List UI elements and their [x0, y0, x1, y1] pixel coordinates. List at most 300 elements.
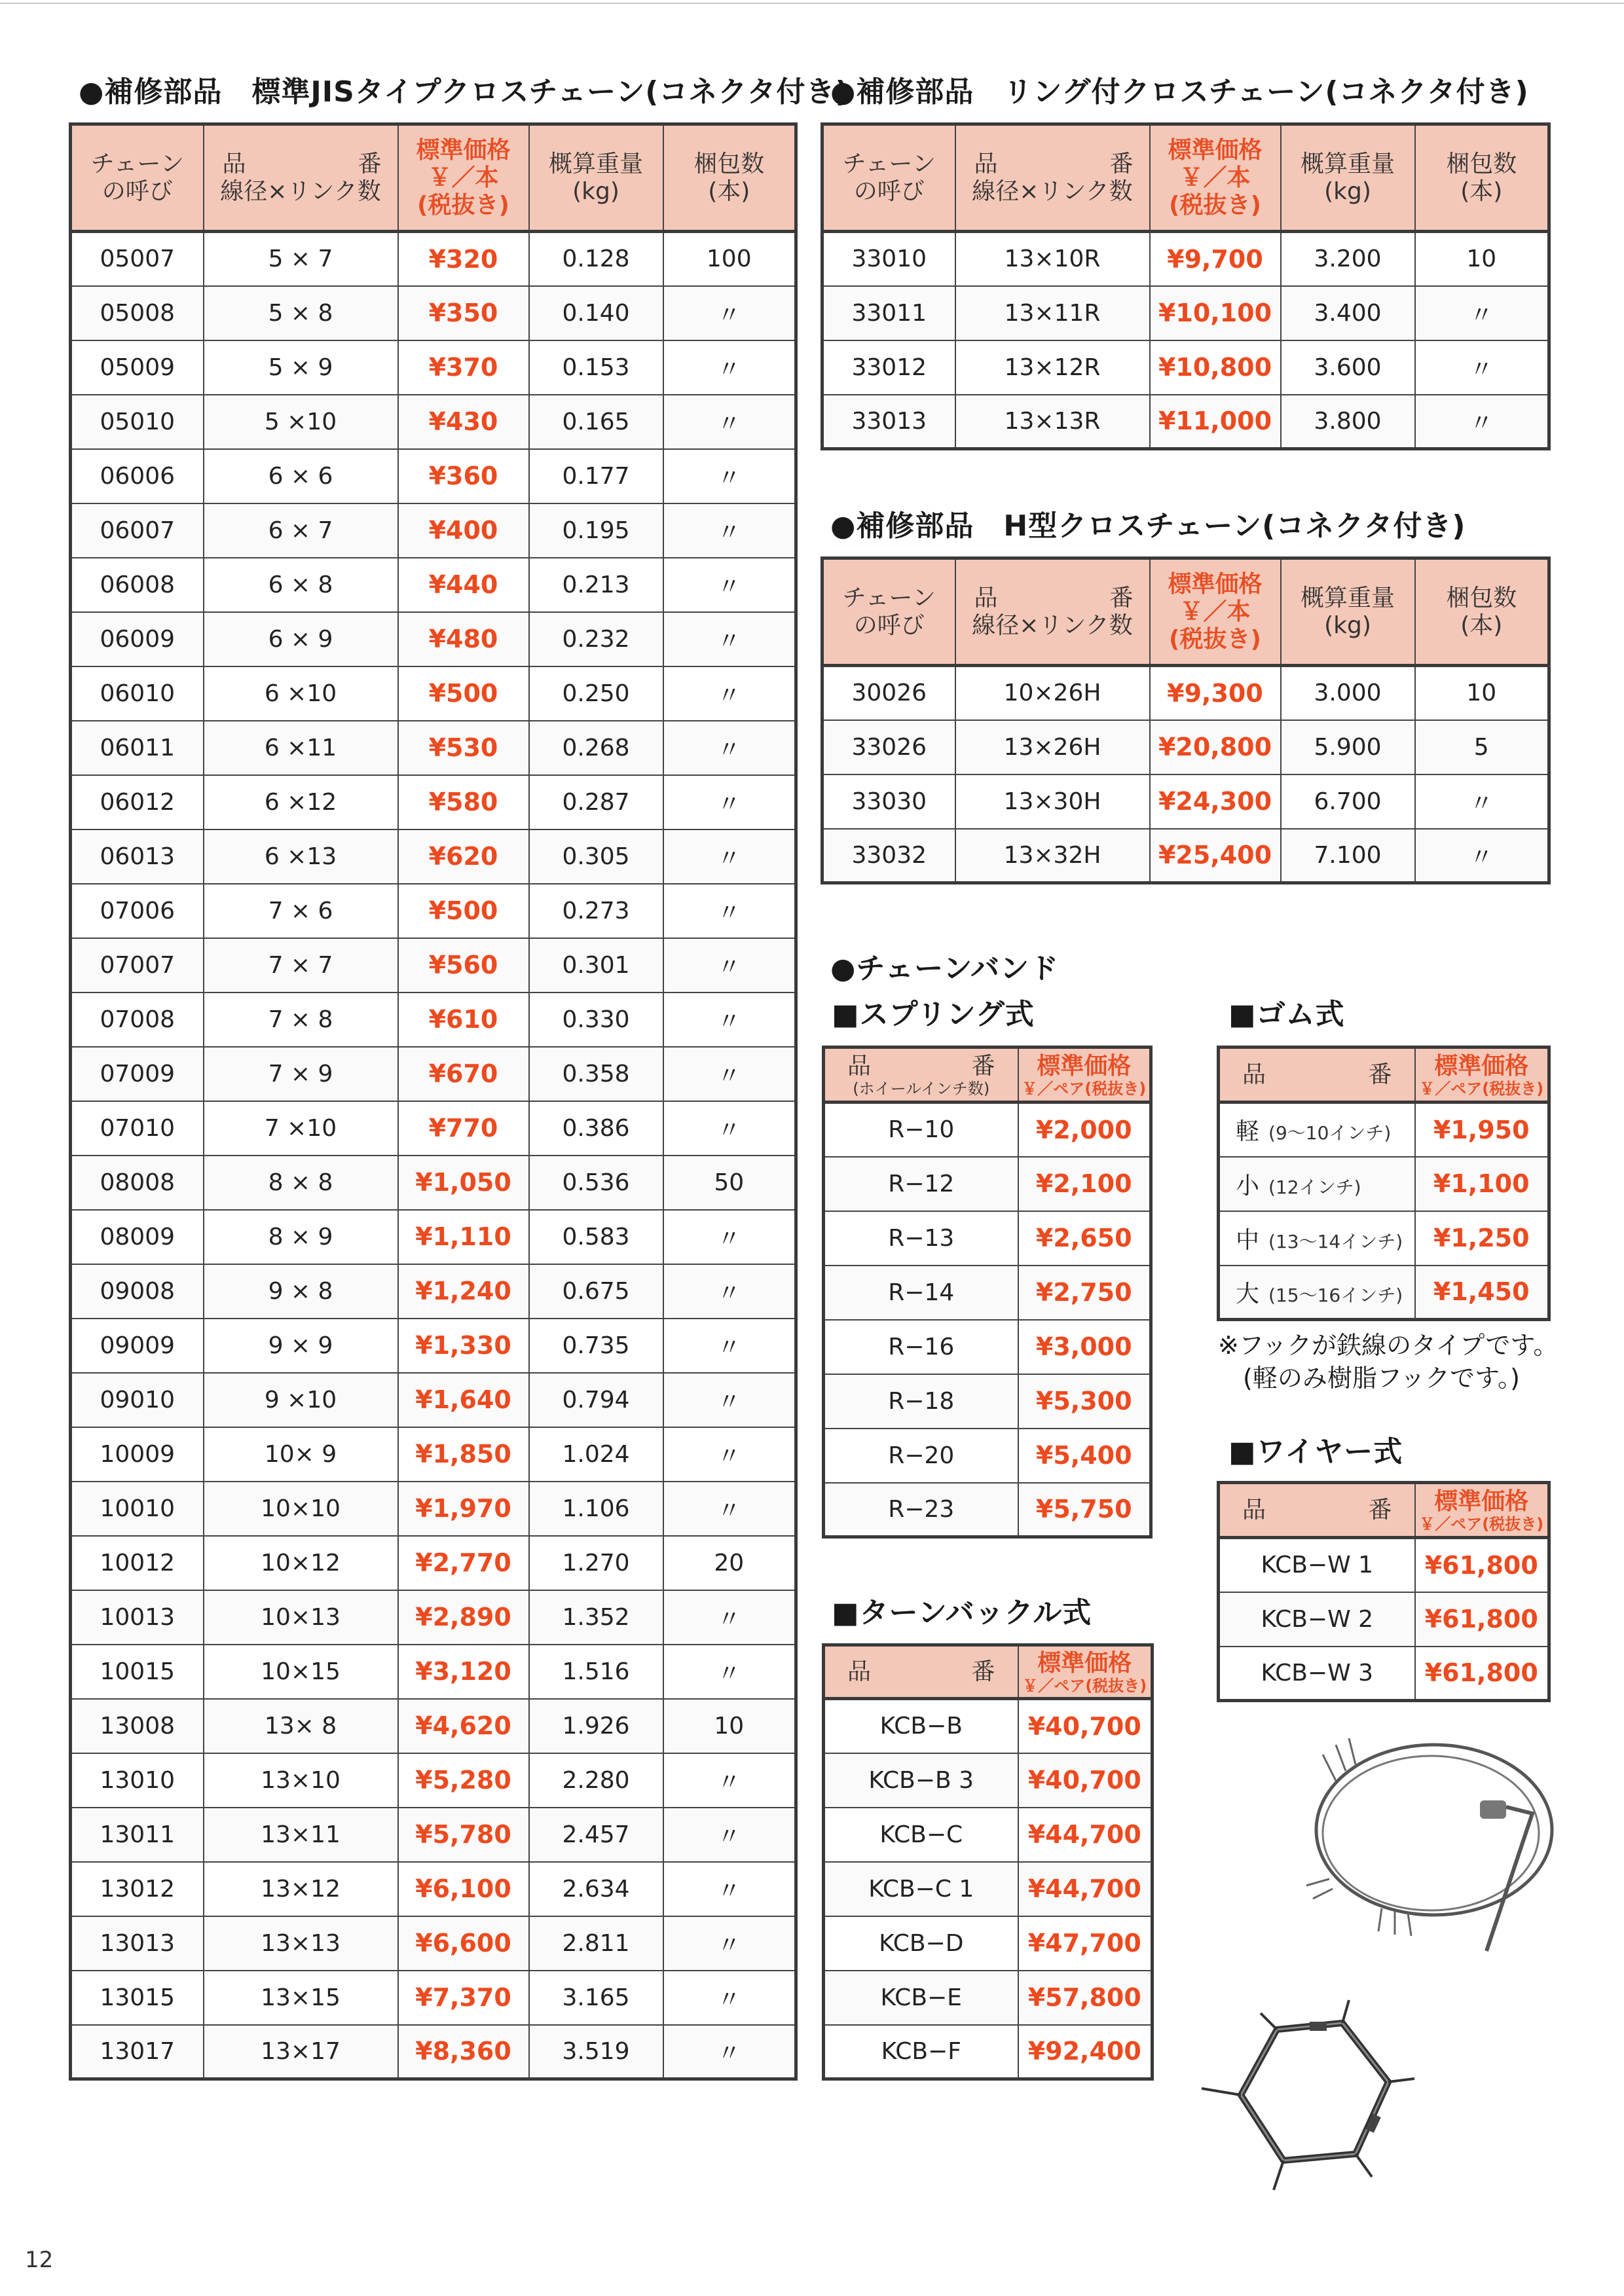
table-cell: 6 ×10	[204, 666, 398, 721]
table-cell: 〃	[663, 1101, 796, 1156]
price-cell: ¥610	[398, 993, 529, 1047]
table-cell: 05008	[71, 286, 204, 340]
table-cell: 5 × 8	[204, 286, 398, 340]
spring-section-title: ■スプリング式	[832, 998, 1035, 1031]
price-cell: ¥5,300	[1018, 1374, 1151, 1429]
price-cell: ¥1,240	[398, 1264, 529, 1319]
table-cell	[1219, 1102, 1415, 1157]
price-cell: ¥40,700	[1018, 1753, 1153, 1808]
price-cell: ¥2,000	[1018, 1102, 1151, 1157]
table-cell: R−20	[824, 1429, 1018, 1483]
ring-section-title: ●補修部品 リング付クロスチェーン(コネクタ付き)	[830, 75, 1529, 109]
table-cell: R−12	[824, 1157, 1018, 1211]
table-cell: 9 × 8	[204, 1264, 398, 1319]
ring-chain-table	[821, 122, 1551, 450]
table-row	[824, 1699, 1153, 1753]
header-price: 標準価格 ￥／本 (税抜き)	[398, 124, 529, 232]
price-cell: ¥8,360	[398, 2025, 529, 2079]
price-cell: ¥40,700	[1018, 1699, 1153, 1753]
table-cell: R−16	[824, 1320, 1018, 1374]
table-row	[1219, 1538, 1549, 1592]
table-row	[71, 1536, 796, 1590]
price-cell: ¥1,850	[398, 1427, 529, 1482]
price-cell: ¥560	[398, 938, 529, 993]
table-cell: 10×12	[204, 1536, 398, 1590]
table-cell: 〃	[663, 1862, 796, 1916]
table-cell: 3.200	[1281, 232, 1415, 286]
price-cell: ¥620	[398, 829, 529, 884]
header-chain-name: チェーン の呼び	[71, 124, 204, 232]
price-cell: ¥5,400	[1018, 1429, 1151, 1483]
table-cell: R−13	[824, 1211, 1018, 1266]
table-cell: KCB−B	[824, 1699, 1018, 1753]
table-cell: 6 × 6	[204, 449, 398, 503]
table-row	[71, 395, 796, 449]
table-row	[822, 286, 1549, 340]
band-section-title: ●チェーンバンド	[830, 952, 1060, 985]
table-cell: 〃	[663, 1373, 796, 1427]
table-cell: 7 × 7	[204, 938, 398, 993]
table-cell: 6 × 8	[204, 558, 398, 612]
table-cell: 10	[1415, 232, 1549, 286]
table-cell: 0.536	[529, 1156, 663, 1210]
table-cell: 13012	[71, 1862, 204, 1916]
table-row	[824, 1157, 1151, 1211]
header-part-number: 品 番 線径×リンク数	[955, 124, 1150, 232]
table-row	[822, 232, 1549, 286]
jis-section-title: ●補修部品 標準JISタイプクロスチェーン(コネクタ付き)	[79, 75, 849, 109]
price-cell: ¥580	[398, 775, 529, 829]
table-cell: 0.268	[529, 721, 663, 775]
price-cell: ¥440	[398, 558, 529, 612]
price-cell: ¥530	[398, 721, 529, 775]
table-cell: 3.400	[1281, 286, 1415, 340]
table-cell: 〃	[1415, 395, 1549, 449]
table-cell: 06013	[71, 829, 204, 884]
table-cell: KCB−C 1	[824, 1862, 1018, 1916]
table-row	[1219, 1647, 1549, 1701]
table-cell: 06006	[71, 449, 204, 503]
table-cell: 0.128	[529, 232, 663, 286]
table-cell: 20	[663, 1536, 796, 1590]
table-cell: 10010	[71, 1482, 204, 1536]
table-cell: 〃	[663, 1264, 796, 1319]
table-cell: 2.457	[529, 1808, 663, 1862]
table-cell: 7 × 6	[204, 884, 398, 938]
table-row	[824, 1862, 1153, 1916]
price-cell: ¥92,400	[1018, 2025, 1153, 2079]
price-cell: ¥6,600	[398, 1916, 529, 1971]
table-row	[822, 395, 1549, 449]
table-cell: 〃	[663, 1210, 796, 1264]
table-row	[71, 938, 796, 993]
table-cell: 0.675	[529, 1264, 663, 1319]
price-cell: ¥1,050	[398, 1156, 529, 1210]
price-cell: ¥770	[398, 1101, 529, 1156]
table-row	[71, 721, 796, 775]
table-cell: 1.926	[529, 1699, 663, 1753]
table-cell: 〃	[663, 1753, 796, 1808]
size-name: 中	[1236, 1226, 1260, 1254]
table-row	[822, 340, 1549, 395]
table-cell: 6 × 9	[204, 612, 398, 666]
table-cell: 0.358	[529, 1047, 663, 1101]
table-cell: 0.195	[529, 503, 663, 558]
table-cell: 07007	[71, 938, 204, 993]
table-cell: 05010	[71, 395, 204, 449]
price-cell: ¥1,970	[398, 1482, 529, 1536]
price-cell: ¥2,650	[1018, 1211, 1151, 1266]
table-cell: 13× 8	[204, 1699, 398, 1753]
table-row	[71, 1808, 796, 1862]
price-cell: ¥11,000	[1150, 395, 1281, 449]
price-cell: ¥9,700	[1150, 232, 1281, 286]
header-part-number: 品 番	[1219, 1483, 1415, 1538]
table-cell: 13×32H	[955, 829, 1150, 883]
table-cell: 07009	[71, 1047, 204, 1101]
table-row	[71, 1971, 796, 2025]
table-cell: 〃	[663, 829, 796, 884]
table-row	[1219, 1211, 1549, 1266]
table-cell: 〃	[663, 1590, 796, 1645]
table-cell: 0.735	[529, 1319, 663, 1373]
table-row	[824, 1916, 1153, 1971]
table-cell: 9 ×10	[204, 1373, 398, 1427]
price-cell: ¥1,110	[398, 1210, 529, 1264]
table-row	[71, 2025, 796, 2079]
price-cell: ¥61,800	[1415, 1647, 1549, 1701]
table-cell: 06010	[71, 666, 204, 721]
header-part-number: 品 番 線径×リンク数	[955, 558, 1150, 666]
table-cell: 3.000	[1281, 666, 1415, 720]
table-cell: KCB−E	[824, 1971, 1018, 2025]
price-cell: ¥500	[398, 884, 529, 938]
table-cell: 10013	[71, 1590, 204, 1645]
table-cell: 〃	[663, 395, 796, 449]
wire-band-illustration	[1283, 1715, 1559, 1977]
table-row	[71, 1264, 796, 1319]
table-cell: 09010	[71, 1373, 204, 1427]
table-row	[824, 1808, 1153, 1862]
table-cell: KCB−B 3	[824, 1753, 1018, 1808]
table-cell: 5.900	[1281, 720, 1415, 774]
table-row	[71, 775, 796, 829]
table-cell: 13015	[71, 1971, 204, 2025]
table-row	[824, 1971, 1153, 2025]
table-cell: 6 × 7	[204, 503, 398, 558]
price-cell: ¥370	[398, 340, 529, 395]
table-cell: 5 ×10	[204, 395, 398, 449]
table-cell: 0.177	[529, 449, 663, 503]
table-cell: 13×12R	[955, 340, 1150, 395]
table-cell: 10009	[71, 1427, 204, 1482]
header-price: 標準価格 ￥／ペア(税抜き)	[1018, 1645, 1153, 1699]
table-cell: KCB−C	[824, 1808, 1018, 1862]
price-cell: ¥1,450	[1415, 1266, 1549, 1320]
table-cell: 30026	[822, 666, 955, 720]
price-cell: ¥350	[398, 286, 529, 340]
table-cell: 13×30H	[955, 774, 1150, 829]
table-cell: 3.519	[529, 2025, 663, 2079]
size-name: 大	[1236, 1280, 1260, 1307]
table-cell: 2.280	[529, 1753, 663, 1808]
table-cell: 13×11R	[955, 286, 1150, 340]
table-cell: 〃	[663, 2025, 796, 2079]
price-cell: ¥4,620	[398, 1699, 529, 1753]
table-row	[71, 286, 796, 340]
table-cell: 〃	[663, 666, 796, 721]
table-cell: KCB−W 1	[1219, 1538, 1415, 1592]
wire-band-table	[1217, 1481, 1551, 1702]
table-row	[71, 612, 796, 666]
table-cell: 33030	[822, 774, 955, 829]
table-cell: 05009	[71, 340, 204, 395]
price-cell: ¥3,000	[1018, 1320, 1151, 1374]
table-cell: 〃	[663, 449, 796, 503]
table-cell: 〃	[663, 340, 796, 395]
table-cell: 05007	[71, 232, 204, 286]
table-row	[824, 1374, 1151, 1429]
header-pack: 梱包数 (本)	[1415, 558, 1549, 666]
table-cell: 〃	[1415, 340, 1549, 395]
table-cell: 33026	[822, 720, 955, 774]
table-cell: 〃	[663, 1047, 796, 1101]
table-row	[1219, 1592, 1549, 1647]
table-cell: 0.330	[529, 993, 663, 1047]
table-cell: 33011	[822, 286, 955, 340]
table-cell: 0.583	[529, 1210, 663, 1264]
price-cell: ¥1,250	[1415, 1211, 1549, 1266]
price-cell: ¥7,370	[398, 1971, 529, 2025]
table-cell: 33032	[822, 829, 955, 883]
table-cell: 5 × 7	[204, 232, 398, 286]
header-weight: 概算重量 (kg)	[1281, 558, 1415, 666]
table-row	[824, 1429, 1151, 1483]
table-cell: 1.024	[529, 1427, 663, 1482]
table-cell: R−23	[824, 1483, 1018, 1537]
table-cell: 8 × 8	[204, 1156, 398, 1210]
table-cell: 13011	[71, 1808, 204, 1862]
table-cell: R−14	[824, 1266, 1018, 1320]
price-cell: ¥1,330	[398, 1319, 529, 1373]
table-cell: 0.232	[529, 612, 663, 666]
table-cell: 5	[1415, 720, 1549, 774]
table-row	[824, 1483, 1151, 1537]
table-cell: 〃	[663, 884, 796, 938]
table-row	[71, 1699, 796, 1753]
table-row	[71, 1427, 796, 1482]
table-row	[71, 1156, 796, 1210]
page-number: 12	[25, 2247, 54, 2273]
price-cell: ¥24,300	[1150, 774, 1281, 829]
htype-chain-table	[821, 556, 1551, 884]
rubber-band-table	[1217, 1046, 1551, 1321]
table-row	[71, 1047, 796, 1101]
top-rule	[0, 3, 1624, 4]
price-cell: ¥500	[398, 666, 529, 721]
table-cell: 33012	[822, 340, 955, 395]
turnbuckle-section-title: ■ターンバックル式	[832, 1596, 1092, 1630]
table-row	[822, 774, 1549, 829]
table-cell: 13×17	[204, 2025, 398, 2079]
table-cell: 〃	[663, 1808, 796, 1862]
table-cell: 0.153	[529, 340, 663, 395]
table-row	[71, 1916, 796, 1971]
table-cell: 5 × 9	[204, 340, 398, 395]
table-row	[71, 1373, 796, 1427]
table-cell: 10015	[71, 1645, 204, 1699]
price-cell: ¥670	[398, 1047, 529, 1101]
size-inches: (13〜14インチ)	[1268, 1230, 1403, 1252]
table-cell: 0.273	[529, 884, 663, 938]
table-cell: 〃	[663, 1916, 796, 1971]
table-row	[71, 1319, 796, 1373]
table-cell: 10	[663, 1699, 796, 1753]
table-row	[71, 884, 796, 938]
header-price: 標準価格 ￥／本 (税抜き)	[1150, 558, 1281, 666]
table-row	[71, 829, 796, 884]
table-cell: 〃	[663, 1971, 796, 2025]
table-row	[1219, 1102, 1549, 1157]
table-cell: 6 ×12	[204, 775, 398, 829]
table-cell: 07010	[71, 1101, 204, 1156]
table-cell: KCB−D	[824, 1916, 1018, 1971]
table-cell: R−18	[824, 1374, 1018, 1429]
table-cell: 13×10R	[955, 232, 1150, 286]
table-cell: 〃	[663, 1645, 796, 1699]
price-cell: ¥1,100	[1415, 1157, 1549, 1211]
price-cell: ¥2,750	[1018, 1266, 1151, 1320]
jis-chain-table	[69, 122, 798, 2081]
table-cell: 3.800	[1281, 395, 1415, 449]
table-cell: R−10	[824, 1102, 1018, 1157]
table-row	[71, 1101, 796, 1156]
table-row	[71, 1753, 796, 1808]
header-price: 標準価格 ￥／ペア(税抜き)	[1415, 1048, 1549, 1102]
table-cell: KCB−W 2	[1219, 1592, 1415, 1647]
table-row	[71, 993, 796, 1047]
table-cell: KCB−W 3	[1219, 1647, 1415, 1701]
table-row	[71, 232, 796, 286]
table-row	[822, 666, 1549, 720]
table-row	[71, 340, 796, 395]
table-cell: 13×10	[204, 1753, 398, 1808]
table-cell: 〃	[1415, 829, 1549, 883]
table-cell: 10×13	[204, 1590, 398, 1645]
table-cell: 07006	[71, 884, 204, 938]
table-cell	[1219, 1266, 1415, 1320]
table-cell: 2.634	[529, 1862, 663, 1916]
table-cell: 〃	[663, 612, 796, 666]
table-cell: 13×13	[204, 1916, 398, 1971]
table-cell: 10×26H	[955, 666, 1150, 720]
wire-section-title: ■ワイヤー式	[1228, 1435, 1403, 1468]
table-row	[822, 720, 1549, 774]
table-cell: 1.516	[529, 1645, 663, 1699]
table-cell: 8 × 9	[204, 1210, 398, 1264]
table-cell: 13013	[71, 1916, 204, 1971]
table-cell: 10012	[71, 1536, 204, 1590]
price-cell: ¥480	[398, 612, 529, 666]
table-cell: 0.250	[529, 666, 663, 721]
table-cell	[1219, 1157, 1415, 1211]
table-cell: 06007	[71, 503, 204, 558]
table-row	[824, 1211, 1151, 1266]
table-cell: 6 ×13	[204, 829, 398, 884]
table-row	[824, 2025, 1153, 2079]
table-cell: 33013	[822, 395, 955, 449]
price-cell: ¥44,700	[1018, 1808, 1153, 1862]
table-cell: 09008	[71, 1264, 204, 1319]
table-row	[824, 1102, 1151, 1157]
table-row	[71, 1862, 796, 1916]
header-price: 標準価格 ￥／ペア(税抜き)	[1018, 1048, 1151, 1102]
table-row	[824, 1753, 1153, 1808]
table-cell: 7.100	[1281, 829, 1415, 883]
table-cell: 0.287	[529, 775, 663, 829]
table-cell: 06008	[71, 558, 204, 612]
table-cell: 100	[663, 232, 796, 286]
table-cell: 0.165	[529, 395, 663, 449]
header-part-number: 品 番 (ホイールインチ数)	[824, 1048, 1018, 1102]
table-cell: 〃	[663, 286, 796, 340]
table-cell: 10× 9	[204, 1427, 398, 1482]
table-cell: 0.386	[529, 1101, 663, 1156]
table-row	[71, 503, 796, 558]
price-cell: ¥3,120	[398, 1645, 529, 1699]
price-cell: ¥5,280	[398, 1753, 529, 1808]
table-cell: 13×11	[204, 1808, 398, 1862]
price-cell: ¥1,640	[398, 1373, 529, 1427]
table-cell: 0.301	[529, 938, 663, 993]
table-cell: 07008	[71, 993, 204, 1047]
size-name: 小	[1236, 1172, 1260, 1199]
htype-section-title: ●補修部品 H型クロスチェーン(コネクタ付き)	[830, 509, 1466, 543]
table-cell: 10	[1415, 666, 1549, 720]
table-cell: 〃	[663, 1319, 796, 1373]
price-cell: ¥2,100	[1018, 1157, 1151, 1211]
header-chain-name: チェーン の呼び	[822, 124, 955, 232]
header-weight: 概算重量 (kg)	[529, 124, 663, 232]
header-weight: 概算重量 (kg)	[1281, 124, 1415, 232]
table-cell: 08009	[71, 1210, 204, 1264]
table-row	[71, 1590, 796, 1645]
price-cell: ¥57,800	[1018, 1971, 1153, 2025]
price-cell: ¥10,100	[1150, 286, 1281, 340]
table-cell: 06012	[71, 775, 204, 829]
table-row	[71, 1645, 796, 1699]
table-cell: 06009	[71, 612, 204, 666]
table-cell: 0.213	[529, 558, 663, 612]
header-price: 標準価格 ￥／本 (税抜き)	[1150, 124, 1281, 232]
table-row	[71, 558, 796, 612]
table-cell: 〃	[663, 558, 796, 612]
table-cell	[1219, 1211, 1415, 1266]
price-cell: ¥5,780	[398, 1808, 529, 1862]
header-part-number: 品 番	[824, 1645, 1018, 1699]
table-cell: 50	[663, 1156, 796, 1210]
table-row	[71, 449, 796, 503]
table-cell: 〃	[1415, 774, 1549, 829]
price-cell: ¥2,770	[398, 1536, 529, 1590]
table-cell: 13010	[71, 1753, 204, 1808]
spring-band-table	[822, 1046, 1153, 1539]
table-cell: 13×13R	[955, 395, 1150, 449]
table-cell: 〃	[663, 503, 796, 558]
header-pack: 梱包数 (本)	[1415, 124, 1549, 232]
table-cell: 13×15	[204, 1971, 398, 2025]
table-cell: 7 × 8	[204, 993, 398, 1047]
